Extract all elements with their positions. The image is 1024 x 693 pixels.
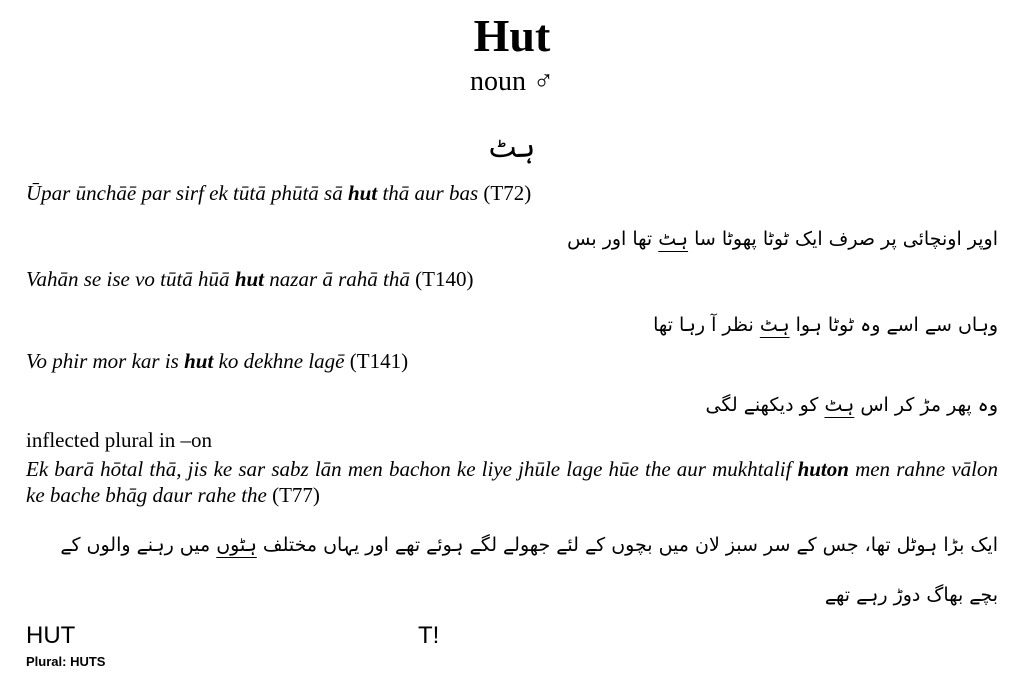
example-keyword: huton	[797, 457, 849, 481]
example-keyword: hut	[184, 349, 214, 373]
footer-plural: Plural: HUTS	[26, 654, 106, 669]
example-3-urdu	[706, 392, 998, 418]
urdu-keyword: ہٹ	[658, 228, 689, 250]
example-text: Vahān se ise vo tūtā hūā	[26, 267, 235, 291]
urdu-text: تھا اور بس	[567, 228, 659, 250]
urdu-text: ایک بڑا ہوٹل تھا، جس کے سر سبز لان میں بچوں کے لئے جھولے لگے ہوئے تھے اور یہاں مختلف	[256, 534, 998, 556]
example-text: men rahne vālon ke bache bhāg daur rahe the	[26, 457, 998, 507]
headword: Hut	[473, 10, 551, 61]
example-keyword: hut	[234, 267, 265, 291]
example-text: ko dekhne lagē	[213, 349, 350, 373]
inflection-note: inflected plural in –on	[26, 428, 213, 452]
urdu-text: میں رہنے والوں کے	[60, 534, 217, 556]
urdu-text: نظر آ رہا تھا	[653, 314, 760, 336]
example-reference: (T141)	[349, 349, 409, 373]
plural-example-urdu-line-2: بچے بھاگ دوڑ رہے تھے	[824, 584, 998, 606]
example-3-transliteration	[26, 348, 408, 374]
part-of-speech: noun ♂	[470, 66, 554, 97]
urdu-text: وہاں سے اسے وہ ٹوٹا ہوا	[789, 314, 998, 336]
example-2-urdu	[653, 312, 998, 338]
example-reference: (T140)	[415, 267, 474, 291]
example-text: Vo phir mor kar is	[26, 349, 185, 373]
example-text: Ūpar ūnchāē par sirf ek tūtā phūtā sā	[26, 181, 348, 205]
example-reference: (T72)	[483, 181, 532, 205]
urdu-text: کو دیکھنے لگی	[705, 394, 825, 416]
urdu-keyword: ہٹوں	[216, 534, 257, 556]
example-text: Ek barā hōtal thā, jis ke sar sabz lān men bachon ke liye jhūle lage hūe the aur mukhtalif	[26, 457, 798, 481]
plural-example-urdu-line-1	[60, 532, 998, 558]
urdu-keyword: ہٹ	[759, 314, 790, 336]
example-2-transliteration	[26, 266, 473, 292]
urdu-text: وہ پھر مڑ کر اس	[854, 394, 998, 416]
example-text: nazar ā rahā thā	[264, 267, 416, 291]
example-reference: (T77)	[272, 483, 320, 507]
footer-headword: HUT	[26, 622, 76, 649]
plural-example-transliteration	[26, 456, 998, 508]
urdu-text: اوپر اونچائی پر صرف ایک ٹوٹا پھوٹا سا	[688, 228, 998, 250]
example-1-urdu	[567, 226, 998, 252]
urdu-keyword: ہٹ	[824, 394, 855, 416]
urdu-headword: ہٹ	[488, 130, 536, 165]
example-keyword: hut	[347, 181, 378, 205]
footer-mark: T!	[418, 622, 440, 649]
example-text: thā aur bas	[377, 181, 484, 205]
example-1-transliteration	[26, 180, 531, 206]
